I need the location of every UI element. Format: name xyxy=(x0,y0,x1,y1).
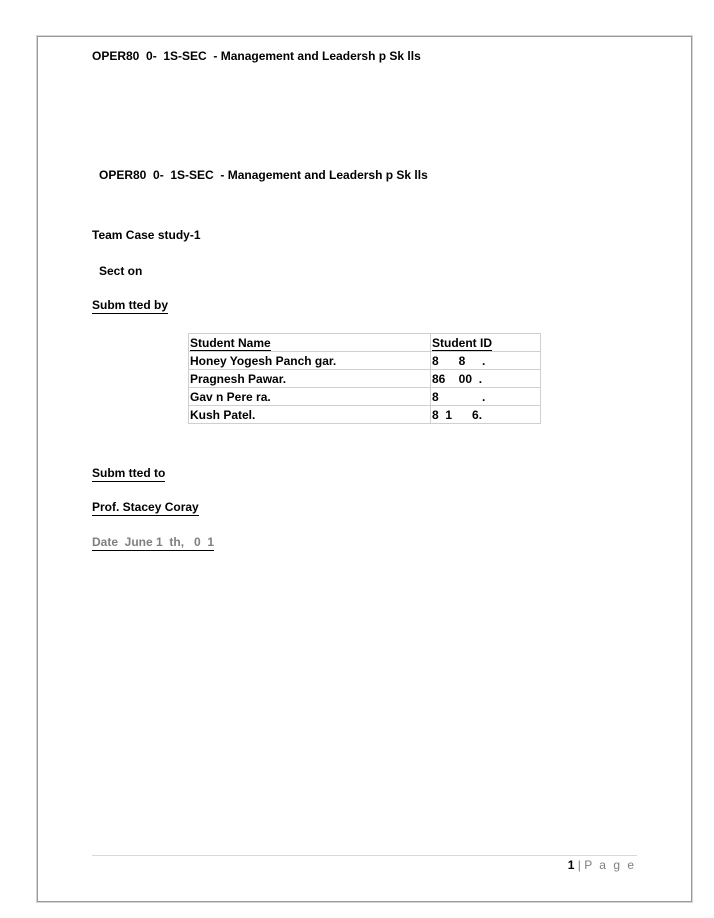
table-row xyxy=(189,352,541,370)
cell-student-id: 86 00 . xyxy=(431,370,541,388)
table-header-row xyxy=(189,334,541,352)
running-header-title: OPER80 0- 1S-SEC - Management and Leadersh p Sk lls xyxy=(92,49,421,63)
students-table xyxy=(188,333,541,424)
cell-student-id: 8 1 6. xyxy=(431,406,541,424)
page-word: P a g e xyxy=(584,858,636,872)
cell-student-name: Kush Patel. xyxy=(189,406,431,424)
cell-student-name: Honey Yogesh Panch gar. xyxy=(189,352,431,370)
table-row xyxy=(189,406,541,424)
table-row xyxy=(189,388,541,406)
submitted-to-label: Subm tted to xyxy=(92,466,166,480)
section-label: Sect on xyxy=(99,264,143,278)
page-footer xyxy=(568,858,636,872)
cell-student-id: 8 . xyxy=(431,388,541,406)
case-study-title: Team Case study-1 xyxy=(92,228,201,242)
table-row xyxy=(189,370,541,388)
header-student-id: Student ID xyxy=(431,334,541,352)
cell-student-name: Pragnesh Pawar. xyxy=(189,370,431,388)
footer-divider xyxy=(92,855,637,856)
page-separator: | xyxy=(574,858,585,872)
submission-date: Date June 1 th, 0 1 xyxy=(92,535,215,549)
page-number: 1 xyxy=(567,858,575,872)
cell-student-name: Gav n Pere ra. xyxy=(189,388,431,406)
submitted-by-label: Subm tted by xyxy=(92,298,169,312)
course-title: OPER80 0- 1S-SEC - Management and Leadersh p Sk lls xyxy=(99,168,428,182)
cell-student-id: 8 8 . xyxy=(431,352,541,370)
header-student-name: Student Name xyxy=(189,334,431,352)
professor-name: Prof. Stacey Coray xyxy=(92,500,199,514)
